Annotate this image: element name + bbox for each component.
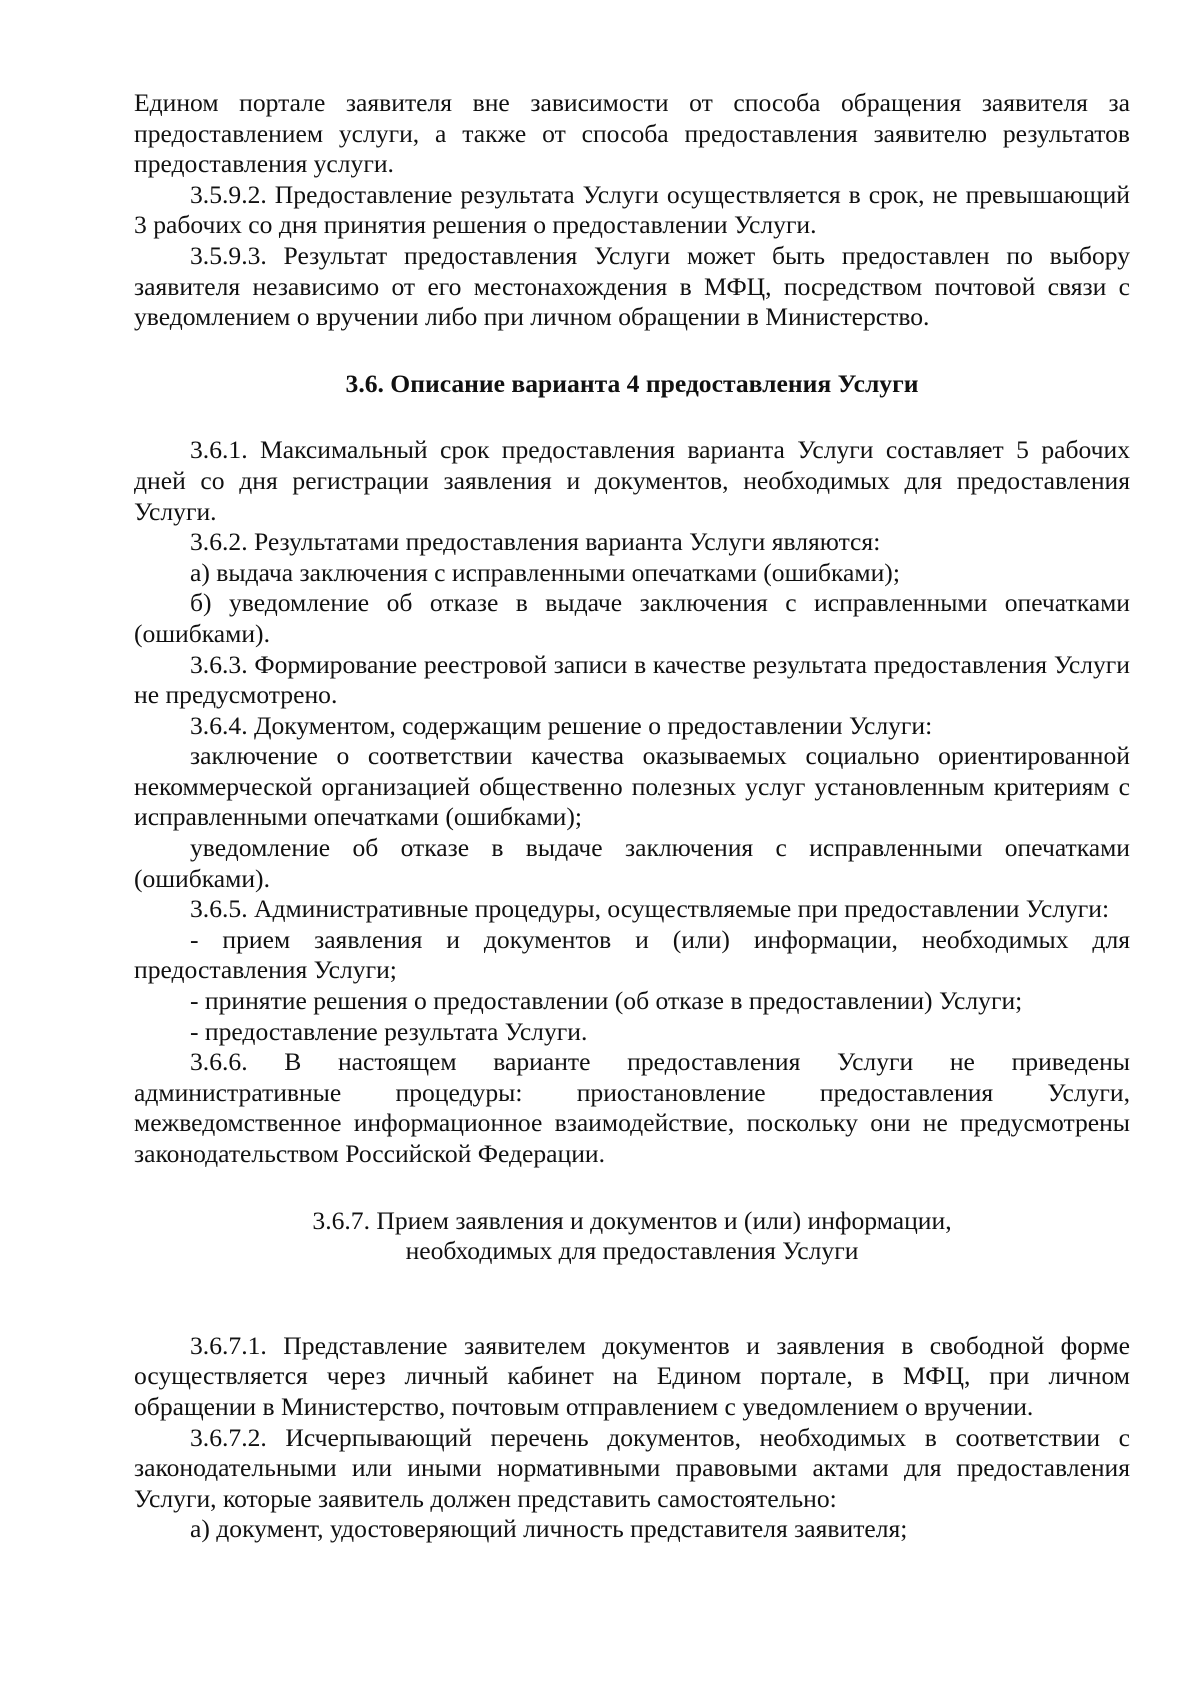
subsection-heading-line-1: 3.6.7. Прием заявления и документов и (или) информации,: [312, 1205, 952, 1235]
paragraph-3-6-7-2: 3.6.7.2. Исчерпывающий перечень документов, необходимых в соответствии с законодательными или иными нормативными правовыми актами для предоставления Услуги, которые заявитель должен представить самостоятельно:: [134, 1422, 1130, 1513]
paragraph-3-6-7-1: 3.6.7.1. Представление заявителем документов и заявления в свободной форме осуществляется через личный кабинет на Едином портале, в МФЦ, при личном обращении в Министерство, почтовым отправлением с уведомлением о вручении.: [134, 1330, 1130, 1421]
list-item-notice: уведомление об отказе в выдаче заключения с исправленными опечатками (ошибками).: [134, 833, 1130, 893]
list-item-procedure-1: - прием заявления и документов и (или) информации, необходимых для предоставления Услуги;: [134, 924, 1130, 985]
list-item-procedure-2: - принятие решения о предоставлении (об отказе в предоставлении) Услуги;: [190, 986, 1023, 1016]
subsection-heading-line-2: необходимых для предоставления Услуги: [405, 1236, 859, 1266]
paragraph-3-6-6: 3.6.6. В настоящем варианте предоставления Услуги не приведены административные процедуры: приостановление предоставления Услуги, межведомственное информационное взаимодействие, поскольку они не предусмотрены законодательством Российской Федерации.: [134, 1047, 1130, 1168]
paragraph-continuation: Едином портале заявителя вне зависимости от способа обращения заявителя за предоставлением услуги, а также от способа предоставления заявителю результатов предоставления услуги.: [134, 88, 1130, 179]
paragraph-3-5-9-3: 3.5.9.3. Результат предоставления Услуги может быть предоставлен по выбору заявителя независимо от его местонахождения в МФЦ, посредством почтовой связи с уведомлением о вручении либо при личном обращении в Министерство.: [134, 240, 1130, 332]
paragraph-3-6-1: 3.6.1. Максимальный срок предоставления варианта Услуги составляет 5 рабочих дней со дня регистрации заявления и документов, необходимых для предоставления Услуги.: [134, 435, 1130, 526]
list-item-procedure-3: - предоставление результата Услуги.: [190, 1016, 588, 1046]
document-page: [134, 88, 1130, 1545]
list-item-a-result: а) выдача заключения с исправленными опечатками (ошибками);: [190, 557, 900, 587]
paragraph-3-6-2: 3.6.2. Результатами предоставления варианта Услуги являются:: [190, 527, 881, 557]
paragraph-3-6-5: 3.6.5. Административные процедуры, осуществляемые при предоставлении Услуги:: [190, 894, 1110, 924]
paragraph-3-6-3: 3.6.3. Формирование реестровой записи в качестве результата предоставления Услуги не предусмотрено.: [134, 649, 1130, 710]
paragraph-3-6-4: 3.6.4. Документом, содержащим решение о предоставлении Услуги:: [190, 710, 933, 740]
paragraph-3-5-9-2: 3.5.9.2. Предоставление результата Услуги осуществляется в срок, не превышающий 3 рабочих со дня принятия решения о предоставлении Услуги.: [134, 179, 1130, 240]
list-item-conclusion: заключение о соответствии качества оказываемых социально ориентированной некоммерческой организацией общественно полезных услуг установленным критериям с исправленными опечатками (ошибками);: [134, 741, 1130, 832]
section-heading-3-6: 3.6. Описание варианта 4 предоставления Услуги: [345, 368, 919, 398]
list-item-b-result: б) уведомление об отказе в выдаче заключения с исправленными опечатками (ошибками).: [134, 588, 1130, 648]
list-item-a-document: а) документ, удостоверяющий личность представителя заявителя;: [190, 1514, 908, 1544]
